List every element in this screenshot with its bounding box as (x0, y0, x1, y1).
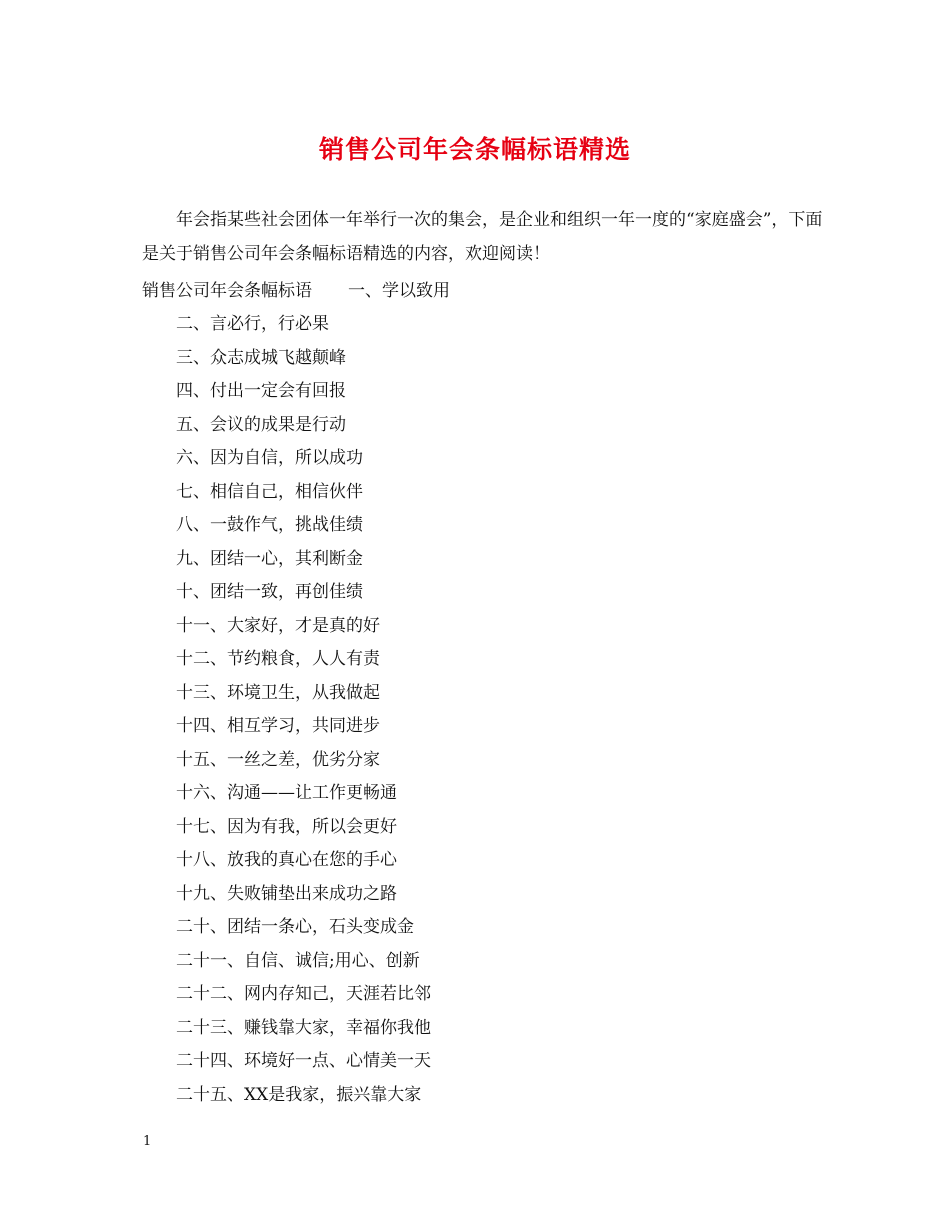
list-item: 二十、团结一条心，石头变成金 (176, 917, 414, 937)
list-item: 十、团结一致，再创佳绩 (176, 582, 363, 602)
first-slogan: 一、学以致用 (348, 281, 450, 301)
list-item: 十八、放我的真心在您的手心 (176, 850, 397, 870)
list-item: 四、付出一定会有回报 (176, 381, 346, 401)
list-item: 二十三、赚钱靠大家，幸福你我他 (176, 1017, 431, 1038)
list-item: 二、言必行，行必果 (176, 314, 329, 334)
page-number: 1 (143, 1134, 152, 1149)
list-item: 六、因为自信，所以成功 (176, 448, 363, 468)
section-heading-line (142, 277, 450, 305)
list-item: 十三、环境卫生，从我做起 (176, 682, 380, 703)
list-item: 八、一鼓作气，挑战佳绩 (176, 515, 363, 535)
list-item: 十二、节约粮食，人人有责 (176, 649, 380, 669)
list-item: 二十四、环境好一点、心情美一天 (176, 1051, 431, 1071)
list-item: 十六、沟通——让工作更畅通 (176, 783, 397, 803)
list-item: 十四、相互学习，共同进步 (176, 716, 380, 736)
list-item: 七、相信自己，相信伙伴 (176, 481, 363, 502)
list-item: 十一、大家好，才是真的好 (176, 615, 380, 636)
list-item: 十七、因为有我，所以会更好 (176, 816, 397, 837)
list-item: 二十五、XX是我家，振兴靠大家 (176, 1084, 422, 1105)
list-item: 三、众志成城飞越颠峰 (176, 347, 346, 368)
page-title: 销售公司年会条幅标语精选 (318, 135, 631, 164)
list-item: 十九、失败铺垫出来成功之路 (176, 883, 397, 904)
list-item: 二十二、网内存知己，天涯若比邻 (176, 984, 431, 1004)
slogan-list (176, 310, 431, 1114)
section-heading: 销售公司年会条幅标语 (142, 281, 312, 301)
list-item: 五、会议的成果是行动 (176, 414, 346, 435)
intro-paragraph: 年会指某些社会团体一年举行一次的集会，是企业和组织一年一度的“家庭盛会”，下面是关于销售公司年会条幅标语精选的内容，欢迎阅读！ (142, 210, 823, 264)
list-item: 二十一、自信、诚信;用心、创新 (176, 950, 420, 971)
list-item: 九、团结一心，其利断金 (176, 548, 363, 569)
list-item: 十五、一丝之差，优劣分家 (176, 749, 380, 770)
